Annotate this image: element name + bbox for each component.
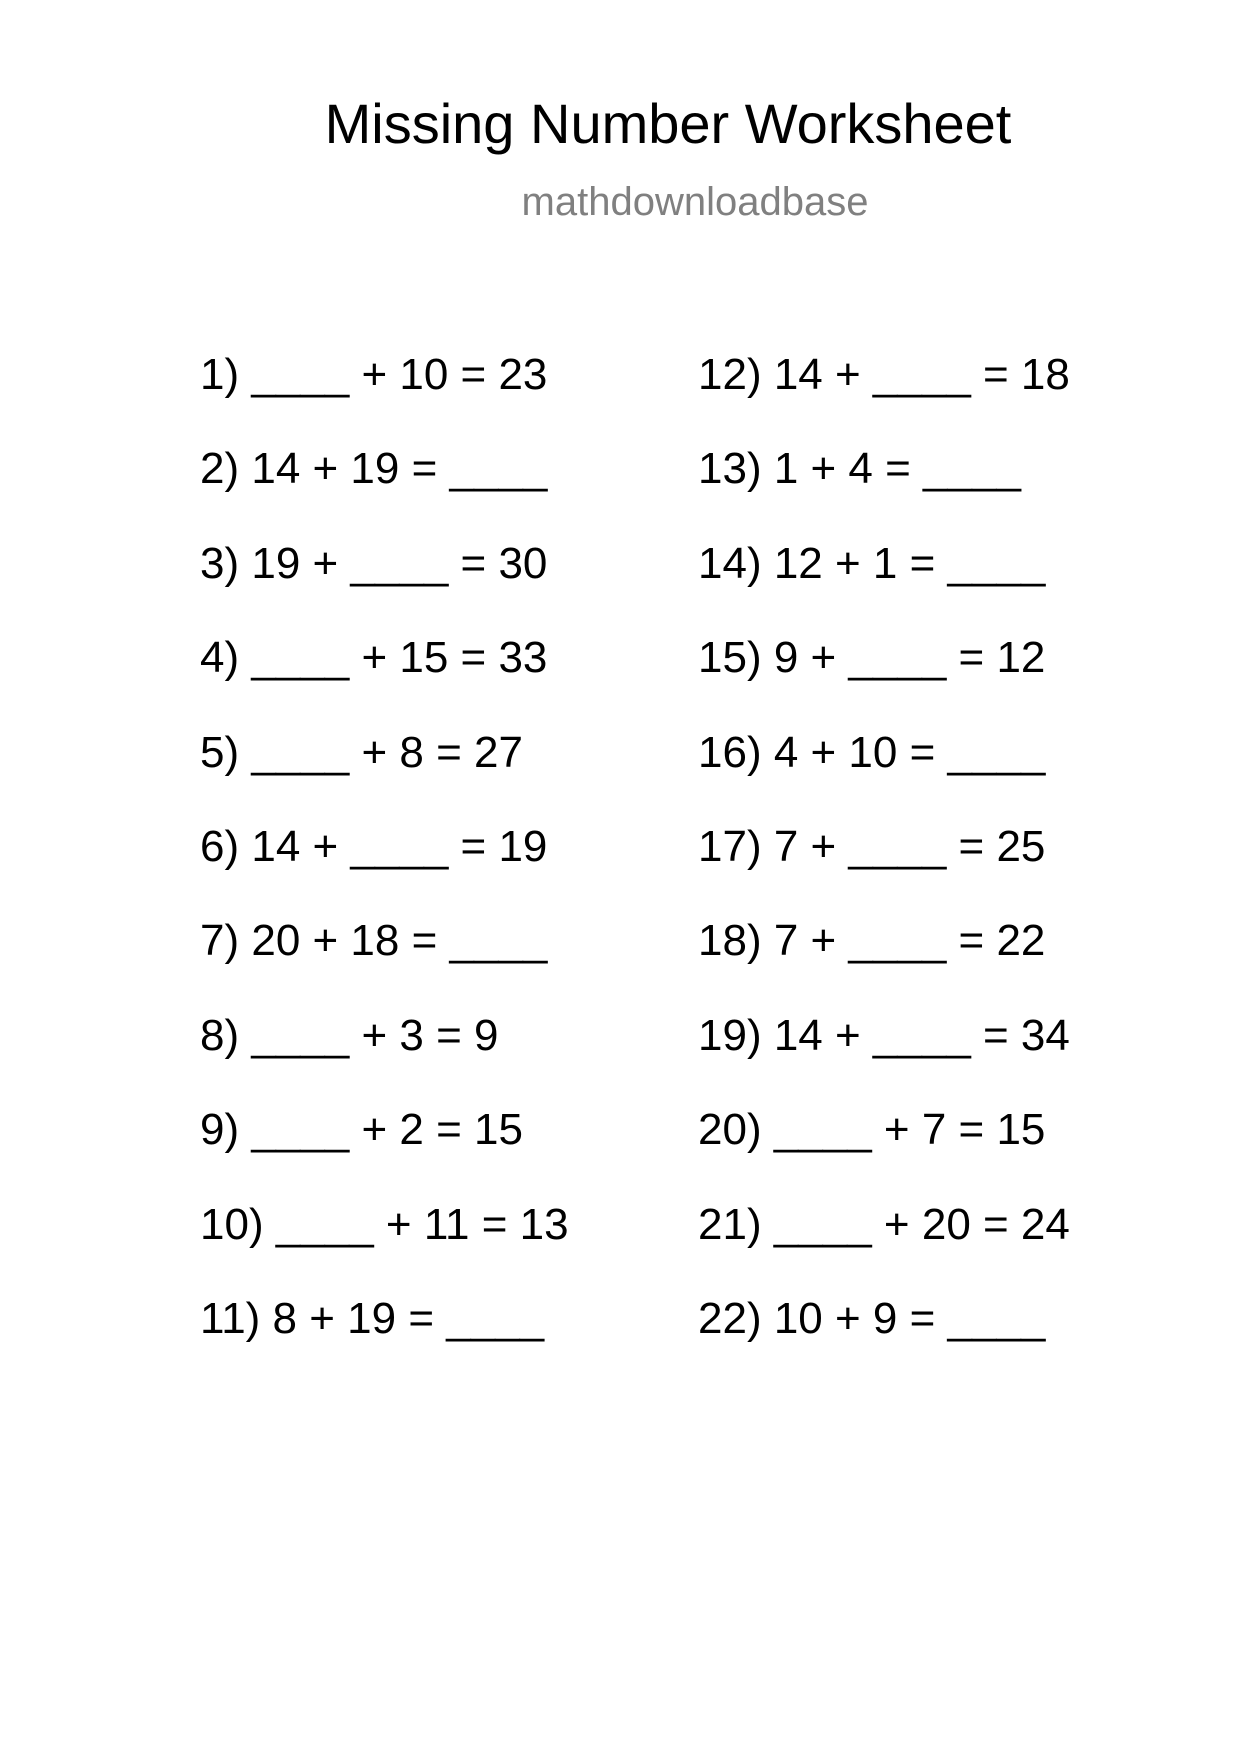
problem-3: 3) 19 + ____ = 30 (200, 538, 548, 588)
worksheet-subtitle: mathdownloadbase (521, 180, 869, 224)
problem-2: 2) 14 + 19 = ____ (200, 444, 548, 494)
problem-16: 16) 4 + 10 = ____ (698, 727, 1046, 777)
problem-22: 22) 10 + 9 = ____ (698, 1293, 1046, 1343)
worksheet-title: Missing Number Worksheet (324, 92, 1012, 155)
problem-18: 18) 7 + ____ = 22 (698, 916, 1046, 966)
problem-15: 15) 9 + ____ = 12 (698, 633, 1046, 683)
problem-14: 14) 12 + 1 = ____ (698, 538, 1046, 588)
problem-10: 10) ____ + 11 = 13 (200, 1199, 569, 1249)
problem-20: 20) ____ + 7 = 15 (698, 1105, 1046, 1155)
problem-8: 8) ____ + 3 = 9 (200, 1010, 499, 1060)
problem-5: 5) ____ + 8 = 27 (200, 727, 523, 777)
problem-21: 21) ____ + 20 = 24 (698, 1199, 1070, 1249)
problem-4: 4) ____ + 15 = 33 (200, 633, 548, 683)
problems-right-column (698, 348, 1070, 1386)
problem-11: 11) 8 + 19 = ____ (200, 1293, 545, 1343)
problem-12: 12) 14 + ____ = 18 (698, 350, 1070, 399)
problem-6: 6) 14 + ____ = 19 (200, 821, 548, 871)
problem-1: 1) ____ + 10 = 23 (200, 350, 548, 399)
problems-left-column (200, 348, 569, 1386)
problem-7: 7) 20 + 18 = ____ (200, 916, 548, 966)
problem-13: 13) 1 + 4 = ____ (698, 444, 1021, 494)
problem-9: 9) ____ + 2 = 15 (200, 1105, 523, 1155)
problem-19: 19) 14 + ____ = 34 (698, 1010, 1070, 1060)
problem-17: 17) 7 + ____ = 25 (698, 821, 1046, 871)
